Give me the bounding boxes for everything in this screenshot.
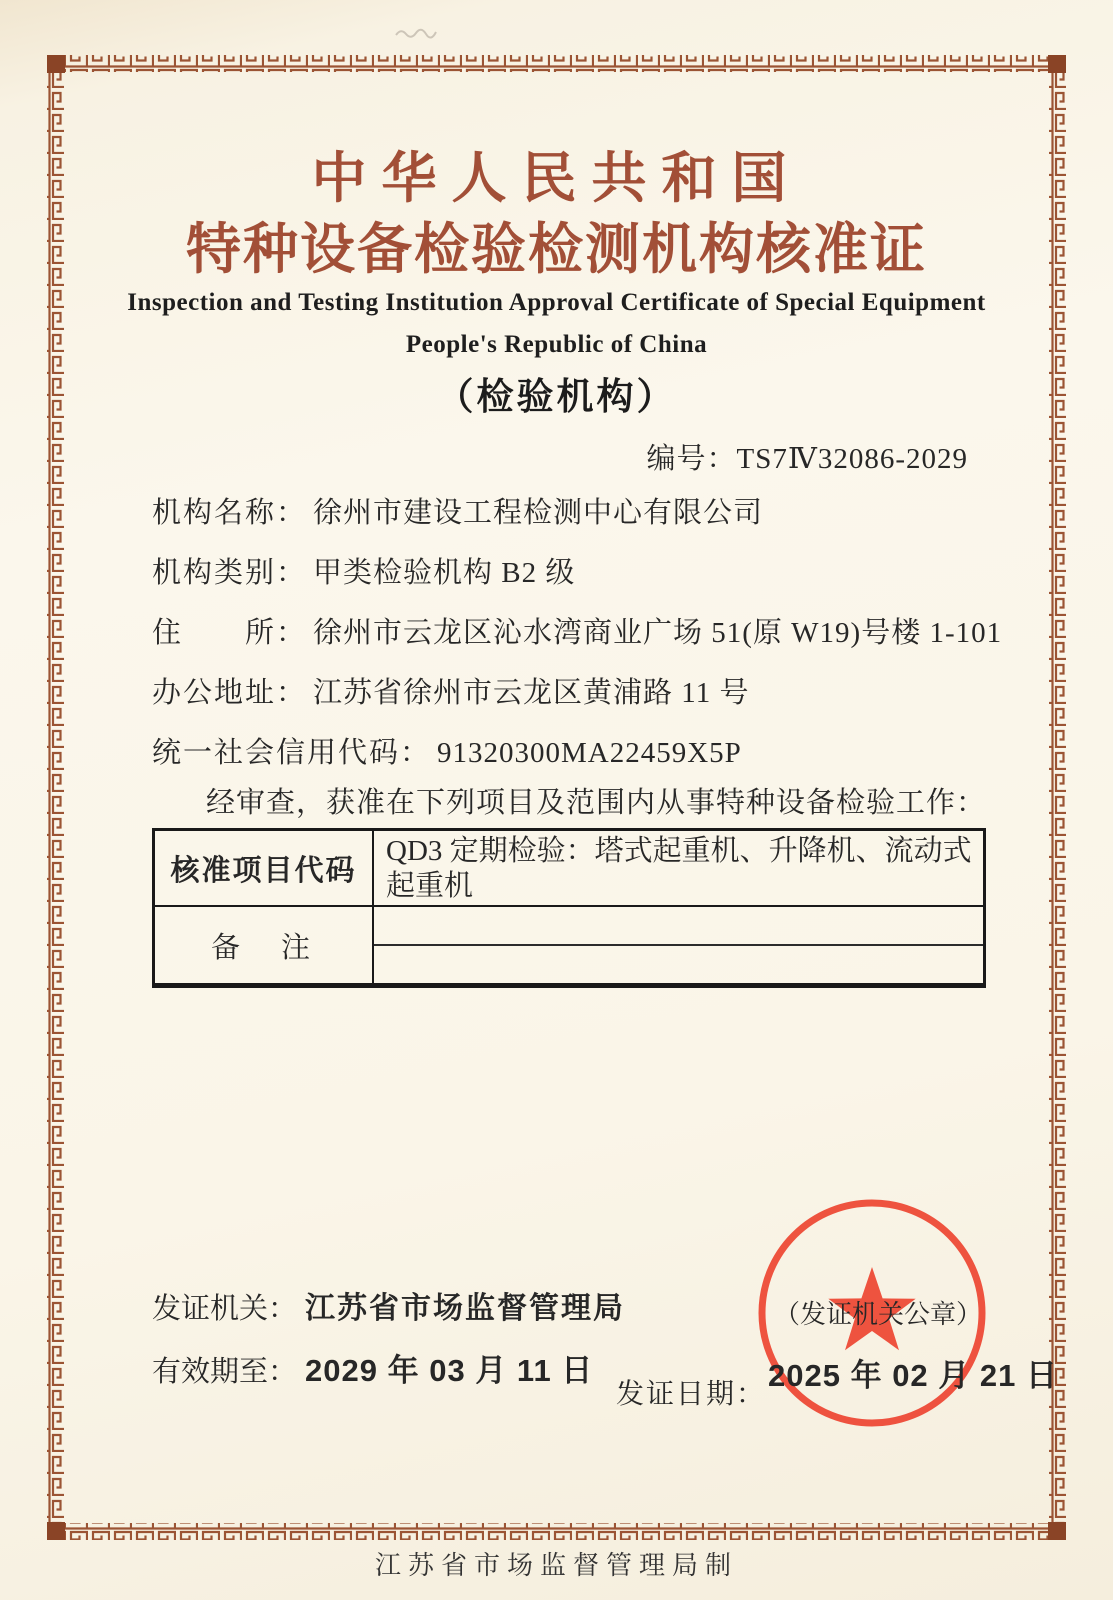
issuer-value: 江苏省市场监督管理局 [305, 1292, 626, 1325]
field-value: 江苏省徐州市云龙区黄浦路 11 号 [313, 677, 750, 709]
border-corner-bl [47, 1522, 65, 1540]
field-value: 91320300MA22459X5P [437, 737, 742, 769]
title-en-line2: People's Republic of China [405, 331, 708, 358]
title-cn-line2: 特种设备检验检测机构核准证 [185, 219, 927, 280]
issue-date-label: 发证日期： [616, 1379, 767, 1410]
field-label: 统一社会信用代码： [152, 737, 432, 769]
field-label: 住 所： [152, 617, 308, 649]
field-row-registered-address [152, 610, 1002, 651]
validity-date: 2029 年 03 月 11 日 [305, 1353, 594, 1388]
field-row-institution-name [152, 490, 763, 531]
certificate-number-label: 编号： [646, 443, 737, 475]
certificate-number-value: TS7Ⅳ32086-2029 [736, 443, 968, 475]
remarks-divider-line [374, 944, 983, 946]
remarks-value-cell [374, 907, 983, 983]
field-label: 机构类别： [152, 557, 308, 589]
issue-date-value: 2025 年 02 月 21 日 [768, 1358, 1058, 1393]
approval-table [152, 828, 986, 988]
border-top [64, 55, 1049, 72]
seal-annotation: （发证机关公章） [773, 1300, 982, 1329]
title-cn-line1: 中华人民共和国 [311, 148, 802, 209]
validity-label: 有效期至： [152, 1356, 298, 1388]
field-label: 机构名称： [152, 497, 308, 529]
field-label: 办公地址： [152, 677, 308, 709]
footer-maker: 江苏省市场监督管理局制 [374, 1550, 738, 1580]
border-bottom [64, 1523, 1049, 1540]
field-value: 徐州市建设工程检测中心有限公司 [313, 497, 764, 529]
validity-row [152, 1345, 593, 1390]
border-corner-tr [1048, 55, 1066, 73]
approval-code-header-cell: 核准项目代码 [155, 831, 374, 907]
subtitle-institution-type: （检验机构） [436, 376, 677, 417]
field-value: 甲类检验机构 B2 级 [313, 557, 576, 589]
field-row-office-address [152, 670, 749, 711]
field-value: 徐州市云龙区沁水湾商业广场 51(原 W19)号楼 1-101 [313, 617, 1003, 649]
field-row-credit-code [152, 730, 742, 771]
issuer-row [152, 1283, 625, 1327]
issuer-label: 发证机关： [152, 1293, 298, 1325]
remarks-header-cell: 备 注 [155, 907, 374, 983]
pencil-smudge [394, 24, 438, 40]
border-corner-br [1048, 1522, 1066, 1540]
field-row-institution-category [152, 550, 575, 591]
approval-note: 经审查，获准在下列项目及范围内从事特种设备检验工作： [206, 787, 987, 819]
approval-code-value-cell: QD3 定期检验：塔式起重机、升降机、流动式起重机 [374, 831, 983, 907]
title-en-line1: Inspection and Testing Institution Approval Certificate of Special Equipment [127, 289, 986, 316]
border-corner-tl [47, 55, 65, 73]
certificate-number [647, 436, 969, 477]
